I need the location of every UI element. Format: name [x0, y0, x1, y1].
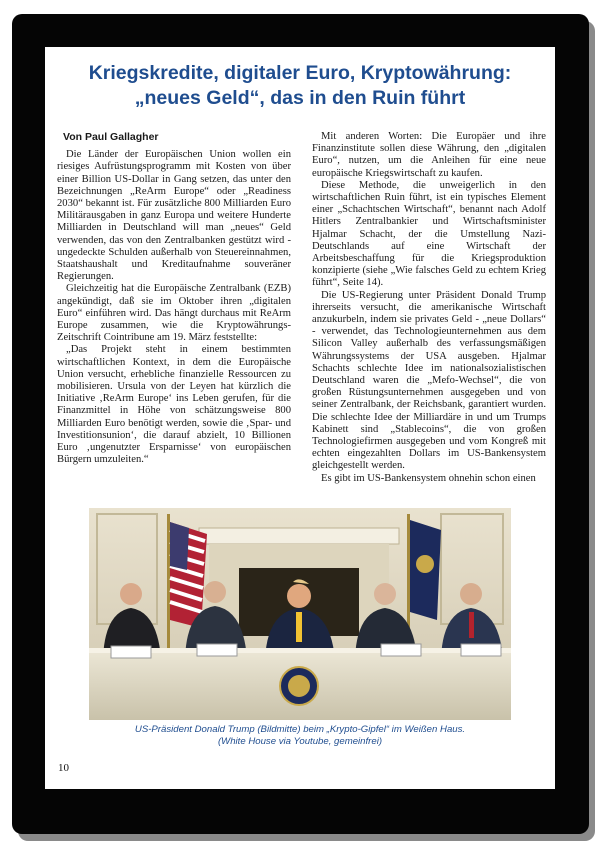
page-number: 10	[58, 762, 69, 774]
author-byline: Von Paul Gallagher	[63, 131, 159, 143]
caption-credit: (White House via Youtube, gemeinfrei)	[217, 736, 383, 747]
paragraph: Die Länder der Europäischen Union wollen ein riesiges Aufrüstungsprogramm mit Kosten von über einer Billion US-Dollar in Gang setzen, das unter den Bezeichnungen „ReArm Europe“ oder „Readiness 2030“ bekannt ist. Für zusätzliche 800 Milliarden Euro Militärausgaben in ganz Europa und weitere Hunderte Milliarden in Deutschland will man „neues“ Geld verwenden, das von den Zentralbanken gestützt wird - ungedeckte Schulden außerhalb von Steuereinnahmen, Staatshaushalt und Kreditaufnahme souveräner Regierungen.	[57, 149, 291, 283]
title-line-2: „neues Geld“, das in den Ruin führt	[134, 87, 466, 109]
paragraph: Gleichzeitig hat die Europäische Zentralbank (EZB) angekündigt, daß sie im Oktober ihren „digitalen Euro“ einführen wird. Das hängt durchaus mit ReArm Europe zusammen, wie die Kryptowährungs-Zeitschrift Cointribune am 19. März feststellte:	[57, 283, 291, 344]
paragraph: Es gibt im US-Bankensystem ohnehin schon einen	[321, 472, 536, 484]
paragraph: Die US-Regierung unter Präsident Donald Trump ihrerseits versucht, die amerikanische Wirtschaft anzukurbeln, indem sie privates Geld - „neue Dollars“ - verwendet, das Technologieunternehmen aus dem Silicon Valley außerhalb des verfassungsmäßigen Währungssystems der USA ausgeben. Hjalmar Schachts schlechte Idee im nationalsozialistischen Deutschland waren die „Mefo-Wechsel“, die von großen Rüstungsunternehmen ausgegeben und von seiner Zentralbank, der Reichsbank, garantiert wurden. Die schlechte Idee der Milliardäre in und um Trumps Kabinett sind „Stablecoins“, die von großen Technologiefirmen ausgegeben und vom Kongreß mit echten eingezahlten Dollars im US-Bankensystem gleichgestellt werden.	[312, 289, 546, 472]
photo-crypto-summit	[89, 508, 511, 720]
quote-paragraph: „Das Projekt steht in einem bestimmten wirtschaftlichen Kontext, in dem die Europäische Union versucht, erhebliche finanzielle Ressourcen zu mobilisieren. Ursula von der Leyen hat kürzlich die Initiative ‚ReArm Europe‘ ins Leben gerufen, für die Finanzmittel in Höhe von schätzungsweise 800 Milliarden Euro benötigt werden, sowie die ‚Spar- und Investitionsunion‘, die darauf abzielt, 10 Billionen Euro ‚ungenutzter Ersparnisse‘ von europäischen Bürgern umzuleiten.“	[57, 344, 291, 466]
photo-caption	[45, 724, 555, 748]
text-column-right	[312, 131, 546, 485]
text-column-left	[57, 131, 291, 466]
magazine-page	[45, 47, 555, 789]
paragraph: Diese Methode, die unweigerlich in den wirtschaftlichen Ruin führt, ist ein typisches Element einer „Schachtschen Wirtschaft“, benannt nach Adolf Hitlers Zentralbankier und Wirtschaftsminister Hjalmar Schacht, der die Umstellung Nazi-Deutschlands auf eine Wirtschaft der Arbeitsbeschaffung für die Kriegsproduktion konzipierte (siehe „Wie falsches Geld zu echtem Krieg führt“, Seite 14).	[312, 179, 546, 289]
title-line-1: Kriegskredite, digitaler Euro, Kryptowährung:	[88, 62, 512, 84]
caption-line-1: US-Präsident Donald Trump (Bildmitte) beim „Krypto-Gipfel“ im Weißen Haus.	[134, 724, 466, 735]
article-title	[45, 61, 555, 111]
paragraph: Mit anderen Worten: Die Europäer und ihre Finanzinstitute sollen diese Währung, den „digitalen Euro“, nutzen, um die Anleihen für eine neue europäische Kriegswirtschaft zu kaufen.	[312, 131, 546, 179]
